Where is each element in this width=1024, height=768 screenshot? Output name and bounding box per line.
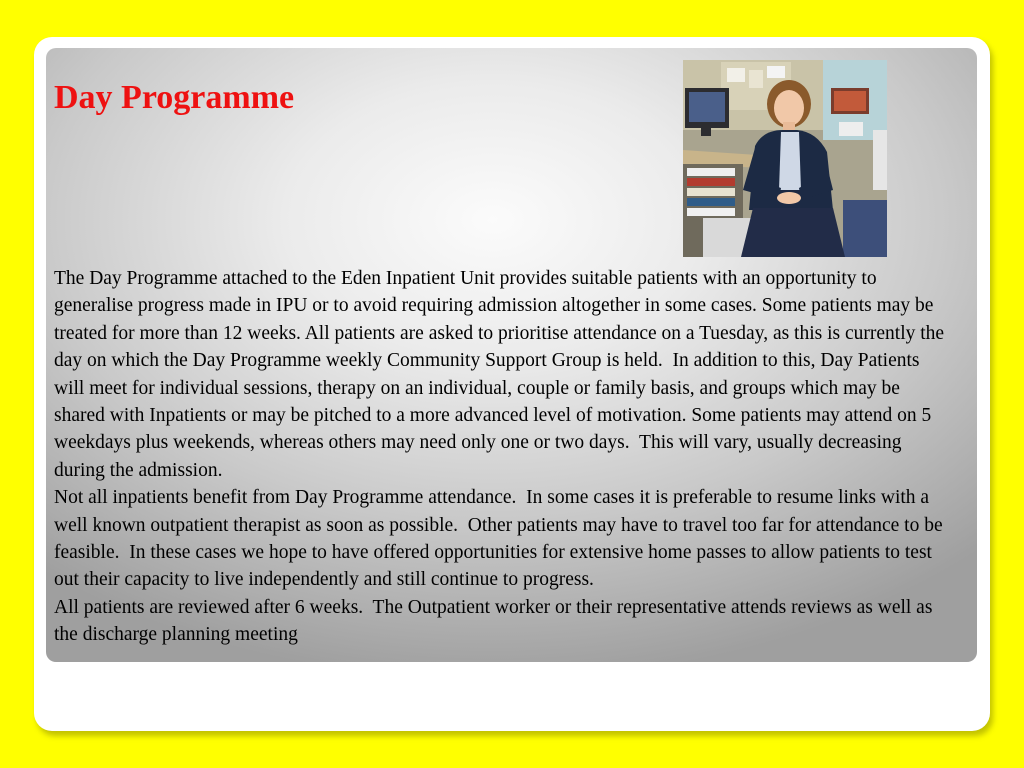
paragraph-day-programme: The Day Programme attached to the Eden Inpatient Unit provides suitable patients with an opportunity to generalise progress made in IPU or to avoid requiring admission altogether in some cases. Some patients may be treated for more than 12 weeks. All patients are asked to prioritise attendance on a Tuesday, as this is currently the day on which the Day Programme weekly Community Support Group is held. In addition to this, Day Patients will meet for individual sessions, therapy on an individual, couple or family basis, and groups which may be shared with Inpatients or may be pitched to a more advanced level of motivation. Some patients may attend on 5 weekdays plus weekends, whereas others may need only one or two days. This will vary, usually decreasing during the admission. <box>54 268 949 481</box>
staff-photo-image <box>683 60 887 257</box>
paragraph-reviews: All patients are reviewed after 6 weeks. The Outpatient worker or their representative attends reviews as well as the discharge planning meeting <box>54 596 938 646</box>
paragraph-inpatients: Not all inpatients benefit from Day Programme attendance. In some cases it is preferable to resume links with a well known outpatient therapist as soon as possible. Other patients may have to travel too far for attendance to be feasible. In these cases we hope to have offered opportunities for extensive home passes to allow patients to test out their capacity to live independently and still continue to progress. <box>54 487 948 591</box>
staff-photo <box>683 60 887 257</box>
slide-title: Day Programme <box>54 79 295 116</box>
body-text <box>54 265 954 649</box>
